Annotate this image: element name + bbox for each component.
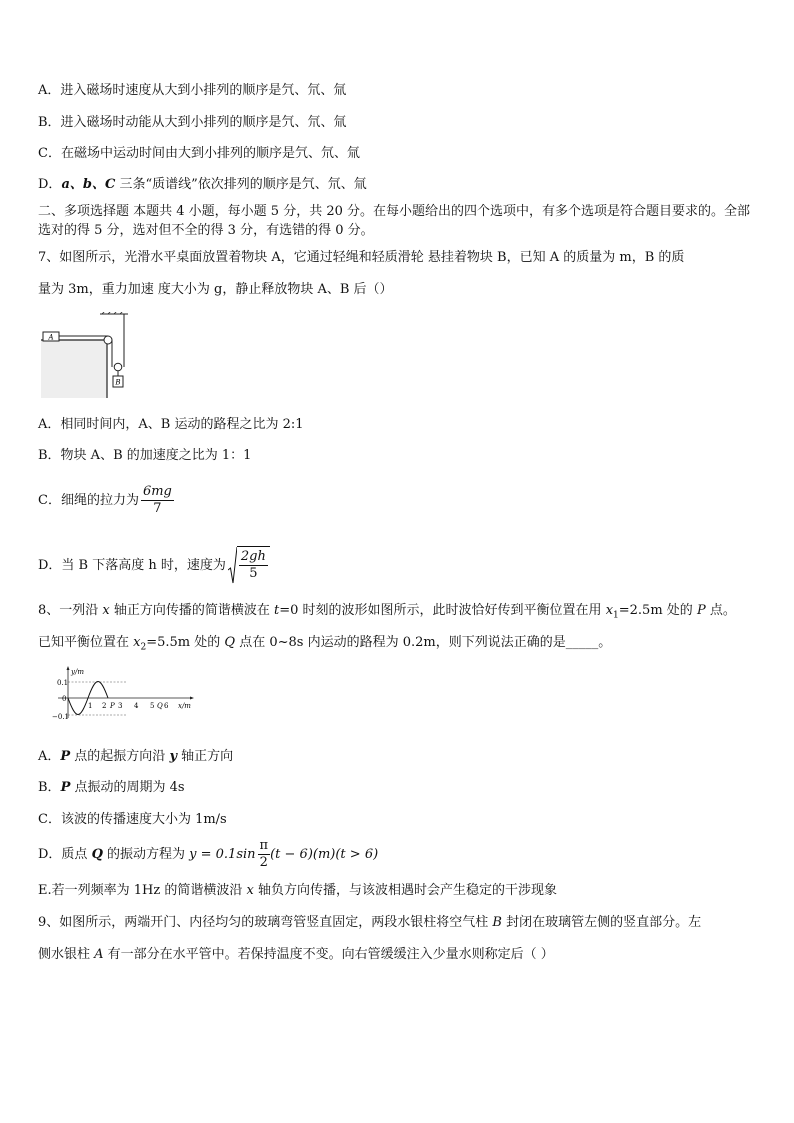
block-b-label: B	[115, 378, 121, 387]
q8-option-d: D．质点 Q 的振动方程为 y = 0.1sin $\frac{\pi}{2}$ (t − 6)(m)(t > 6)	[38, 838, 379, 870]
x-tick-label: 5	[150, 702, 155, 710]
block-a-label: A	[48, 333, 54, 342]
pulley-1	[104, 336, 112, 344]
q8-option-c: C．该波的传播速度大小为 1m/s	[38, 812, 227, 827]
y-tick-label: 0.1	[57, 679, 69, 687]
q7-option-b: B．物块 A、B 的加速度之比为 1：1	[38, 448, 252, 463]
q8-option-e: E.若一列频率为 1Hz 的简谐横波沿 x 轴负方向传播，与该波相遇时会产生稳定的干涉现象	[38, 883, 557, 898]
x-tick-label: 6	[164, 702, 169, 710]
q9-stem-line2: 侧水银柱 A 有一部分在水平管中。若保持温度不变。向右管缓缓注入少量水则称定后（ ）	[38, 947, 554, 962]
q7-option-a: A．相同时间内，A、B 运动的路程之比为 2:1	[38, 417, 304, 432]
x-tick-label: 2	[102, 702, 107, 710]
pi-over-2-fraction: $\frac{\pi}{2}$	[259, 838, 269, 870]
y-axis-label: y/m	[71, 668, 84, 676]
q7-option-d: D．当 B 下落高度 h 时，速度为 $\frac{2gh}{5}$	[38, 546, 270, 585]
point-q-label: Q	[157, 702, 163, 710]
table-body	[41, 340, 107, 398]
q8-option-a: A．P 点的起振方向沿 y 轴正方向	[38, 749, 234, 764]
q6-option-d: D．a、b、C 三条“质谱线”依次排列的顺序是氕、氘、氚	[38, 177, 367, 192]
q7-pulley-figure	[38, 312, 138, 398]
equation-part: y = 0.1sin	[189, 847, 256, 862]
pulley-2	[114, 363, 122, 371]
q6-option-c: C．在磁场中运动时间由大到小排列的顺序是氕、氘、氚	[38, 146, 360, 161]
point-p-label: P	[110, 702, 115, 710]
q8-wave-graph	[36, 664, 200, 724]
q7-option-c: C．细绳的拉力为 $\frac{6mg}{7}$	[38, 484, 172, 516]
q8-stem-line1: 8、一列沿 x 轴正方向传播的简谐横波在 t=0 时刻的波形如图所示，此时波恰好传到平衡位置在用 $x_1=2.5m$ 处的 P 点。	[38, 603, 736, 621]
tension-fraction: $\frac{6mg}{7}$	[142, 484, 172, 516]
y-tick-label: 0	[62, 695, 67, 703]
equation-part: (t − 6)(m)(t > 6)	[270, 847, 379, 862]
q9-stem-line1: 9、如图所示，两端开门、内径均匀的玻璃弯管竖直固定，两段水银柱将空气柱 B 封闭在玻璃管左侧的竖直部分。左	[38, 915, 702, 930]
y-tick-label: −0.1	[52, 713, 69, 721]
q6-option-a: A．进入磁场时速度从大到小排列的顺序是氕、氘、氚	[38, 83, 347, 98]
q7-stem-line2: 量为 3m，重力加速 度大小为 g，静止释放物块 A、B 后（）	[38, 282, 393, 297]
x-tick-label: 1	[88, 702, 93, 710]
speed-sqrt: $\frac{2gh}{5}$	[228, 546, 270, 585]
x-tick-label: 3	[118, 702, 123, 710]
section-2-header: 二、多项选择题 本题共 4 小题，每小题 5 分，共 20 分。在每小题给出的四个选项中，有多个选项是符合题目要求的。全部选对的得 5 分，选对但不全的得 3 分，有选错的得 0 分。	[38, 204, 751, 238]
x-axis-label: x/m	[178, 702, 191, 710]
q7-stem-line1: 7、如图所示，光滑水平桌面放置着物块 A，它通过轻绳和轻质滑轮 悬挂着物块 B，已知 A 的质量为 m，B 的质	[38, 250, 685, 265]
q6-option-b: B．进入磁场时动能从大到小排列的顺序是氕、氘、氚	[38, 115, 347, 130]
q8-option-b: B．P 点振动的周期为 4s	[38, 780, 185, 795]
x-tick-label: 4	[134, 702, 139, 710]
q8-stem-line2: 已知平衡位置在 $x_2=5.5m$ 处的 Q 点在 0~8s 内运动的路程为 0.2m，则下列说法正确的是_____。	[38, 635, 612, 653]
